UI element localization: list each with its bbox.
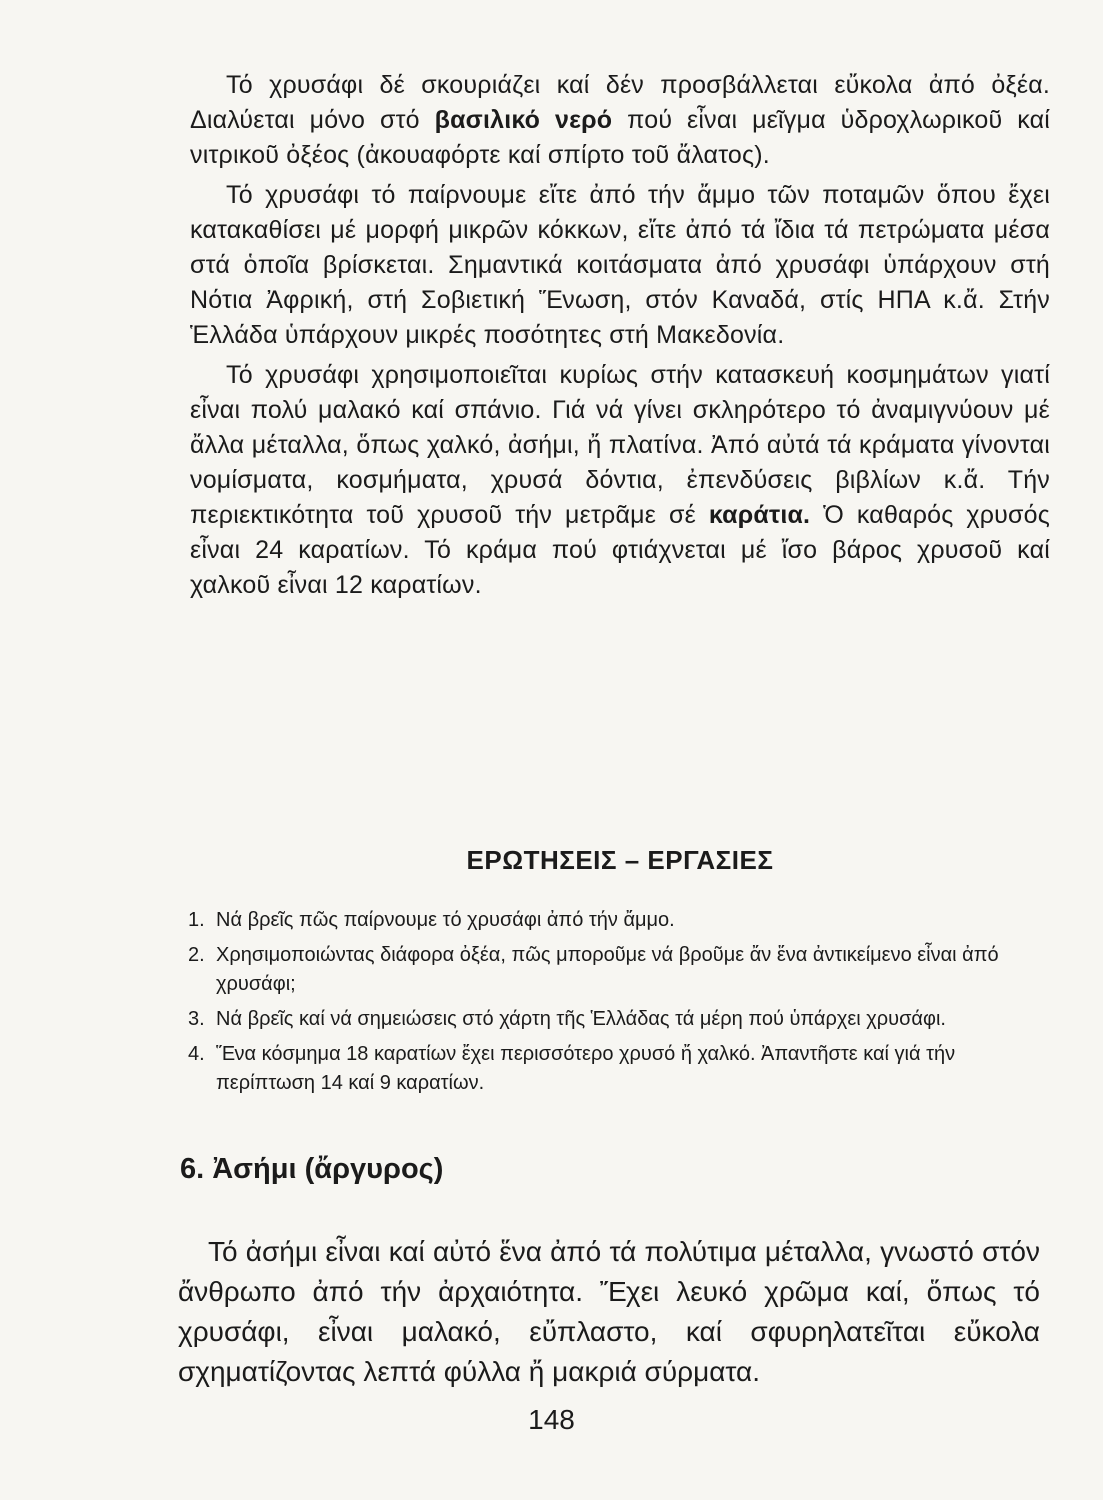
question-text: Ἕνα κόσμημα 18 καρατίων ἔχει περισσότερο χρυσό ἤ χαλκό. Ἀπαντῆστε καί γιά τήν περίπτωση 14 καί 9 καρατίων. (216, 1043, 956, 1094)
paragraph-gold-uses: Τό χρυσάφι χρησιμοποιεῖται κυρίως στήν κατασκευή κοσμημάτων γιατί εἶναι πολύ μαλακό καί σπάνιο. Γιά νά γίνει σκληρότερο τό ἀναμιγνύουν μέ ἄλλα μέταλλα, ὅπως χαλκό, ἀσήμι, ἤ πλατίνα. Ἀπό αὐτά τά κράματα γίνονται νομίσματα, κοσμήματα, χρυσά δόντια, ἐπενδύσεις βιβλίων κ.ἄ. Τήν περιεκτικότητα τοῦ χρυσοῦ τήν μετρᾶμε σέ καράτια. Ὁ καθαρός χρυσός εἶναι 24 καρατίων. Τό κράμα πού φτιάχνεται μέ ἴσο βάρος χρυσοῦ καί χαλκοῦ εἶναι 12 καρατίων. (190, 361, 1050, 599)
bold-term-carats: καράτια. (708, 501, 811, 529)
question-item (188, 1040, 1048, 1098)
questions-list (188, 906, 1048, 1104)
chapter-intro-paragraph: Τό ἀσήμι εἶναι καί αὐτό ἕνα ἀπό τά πολύτιμα μέταλλα, γνωστό στόν ἄνθρωπο ἀπό τήν ἀρχαιότητα. Ἔχει λευκό χρῶμα καί, ὅπως τό χρυσάφι, εἶναι μαλακό, εὔπλαστο, καί σφυρηλατεῖται εὔκολα σχηματίζοντας λεπτά φύλλα ἤ μακριά σύρματα. (178, 1236, 1040, 1387)
chapter-title: 6. Ἀσήμι (ἄργυρος) (180, 1153, 444, 1185)
question-item (188, 906, 1048, 935)
questions-heading: ΕΡΩΤΗΣΕΙΣ – ΕΡΓΑΣΙΕΣ (466, 845, 774, 875)
paragraph-gold-sources: Τό χρυσάφι τό παίρνουμε εἴτε ἀπό τήν ἄμμο τῶν ποταμῶν ὅπου ἔχει κατακαθίσει μέ μορφή μικρῶν κόκκων, εἴτε ἀπό τά ἴδια τά πετρώματα μέσα στά ὁποῖα βρίσκεται. Σημαντικά κοιτάσματα ἀπό χρυσάφι ὑπάρχουν στή Νότια Ἀφρική, στή Σοβιετική Ἕνωση, στόν Καναδά, στίς ΗΠΑ κ.ἄ. Στήν Ἑλλάδα ὑπάρχουν μικρές ποσότητες στή Μακεδονία. (190, 181, 1050, 349)
page-number: 148 (528, 1404, 575, 1435)
question-text: Χρησιμοποιώντας διάφορα ὀξέα, πῶς μποροῦμε νά βροῦμε ἄν ἕνα ἀντικείμενο εἶναι ἀπό χρυσάφι; (216, 944, 999, 995)
question-text: Νά βρεῖς πῶς παίρνουμε τό χρυσάφι ἀπό τήν ἄμμο. (216, 909, 675, 931)
question-item (188, 941, 1048, 999)
main-text (190, 68, 1050, 608)
question-item (188, 1005, 1048, 1034)
question-number: 4. (188, 1043, 205, 1065)
question-number: 3. (188, 1008, 205, 1030)
question-number: 1. (188, 909, 205, 931)
paragraph-gold-acids: Τό χρυσάφι δέ σκουριάζει καί δέν προσβάλλεται εὔκολα ἀπό ὀξέα. Διαλύεται μόνο στό βασιλικό νερό πού εἶναι μεῖγμα ὑδροχλωρικοῦ καί νιτρικοῦ ὀξέος (ἀκουαφόρτε καί σπίρτο τοῦ ἄλατος). (190, 71, 1050, 169)
question-text: Νά βρεῖς καί νά σημειώσεις στό χάρτη τῆς Ἑλλάδας τά μέρη πού ὑπάρχει χρυσάφι. (216, 1008, 946, 1030)
question-number: 2. (188, 944, 205, 966)
bold-term-aqua-regia: βασιλικό νερό (434, 106, 613, 134)
